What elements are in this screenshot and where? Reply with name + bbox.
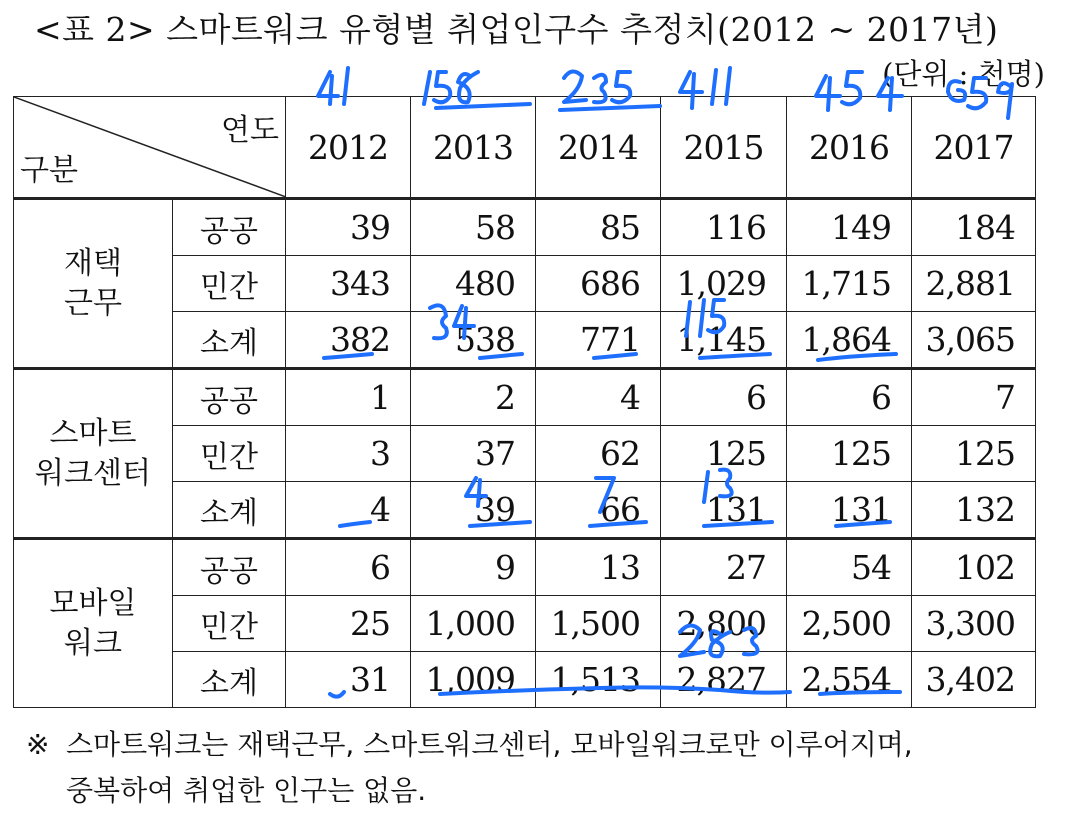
value-cell: 31 (286, 652, 411, 708)
corner-cell (14, 97, 286, 199)
value-cell: 3,402 (912, 652, 1036, 708)
table-row (14, 369, 1036, 426)
value-cell: 85 (536, 199, 661, 256)
year-header: 2012 (286, 97, 411, 199)
value-cell: 3 (286, 426, 411, 482)
value-cell: 2,881 (912, 256, 1036, 312)
value-cell: 125 (661, 426, 787, 482)
value-cell: 149 (787, 199, 912, 256)
subcategory-cell: 소계 (173, 652, 286, 708)
value-cell: 480 (411, 256, 536, 312)
value-cell: 58 (411, 199, 536, 256)
subcategory-cell: 민간 (173, 596, 286, 652)
unit-label: (단위 : 천명) (882, 57, 1045, 91)
table-row (14, 199, 1036, 256)
value-cell: 7 (912, 369, 1036, 426)
data-table (13, 96, 1036, 708)
value-cell: 1,715 (787, 256, 912, 312)
value-cell: 1,009 (411, 652, 536, 708)
value-cell: 343 (286, 256, 411, 312)
value-cell: 13 (536, 539, 661, 596)
value-cell: 131 (661, 482, 787, 539)
header-row (14, 97, 1036, 199)
value-cell: 1,029 (661, 256, 787, 312)
value-cell: 6 (787, 369, 912, 426)
value-cell: 2,554 (787, 652, 912, 708)
table-title: <표 2> 스마트워크 유형별 취업인구수 추정치(2012 ~ 2017년) (34, 10, 999, 49)
subcategory-cell: 공공 (173, 539, 286, 596)
corner-year-label: 연도 (221, 113, 279, 148)
value-cell: 9 (411, 539, 536, 596)
value-cell: 102 (912, 539, 1036, 596)
table-row (14, 539, 1036, 596)
category-label-line: 워크센터 (35, 455, 151, 491)
value-cell: 62 (536, 426, 661, 482)
subcategory-cell: 민간 (173, 256, 286, 312)
value-cell: 686 (536, 256, 661, 312)
note-line-1: 스마트워크는 재택근무, 스마트워크센터, 모바일워크로만 이루어지며, (66, 728, 913, 761)
value-cell: 771 (536, 312, 661, 369)
value-cell: 66 (536, 482, 661, 539)
value-cell: 1,864 (787, 312, 912, 369)
value-cell: 1,500 (536, 596, 661, 652)
category-cell (14, 539, 173, 708)
value-cell: 1,000 (411, 596, 536, 652)
value-cell: 4 (286, 482, 411, 539)
value-cell: 125 (912, 426, 1036, 482)
category-cell (14, 199, 173, 369)
value-cell: 2,800 (661, 596, 787, 652)
value-cell: 2,500 (787, 596, 912, 652)
value-cell: 538 (411, 312, 536, 369)
value-cell: 1,513 (536, 652, 661, 708)
category-label-line: 스마트 (49, 415, 137, 451)
value-cell: 1,145 (661, 312, 787, 369)
value-cell: 39 (411, 482, 536, 539)
corner-category-label: 구분 (20, 153, 78, 188)
footnote (26, 722, 913, 814)
value-cell: 6 (661, 369, 787, 426)
year-header: 2014 (536, 97, 661, 199)
value-cell: 2 (411, 369, 536, 426)
year-header: 2015 (661, 97, 787, 199)
subcategory-cell: 공공 (173, 199, 286, 256)
value-cell: 39 (286, 199, 411, 256)
subcategory-cell: 소계 (173, 312, 286, 369)
subcategory-cell: 민간 (173, 426, 286, 482)
value-cell: 3,300 (912, 596, 1036, 652)
value-cell: 132 (912, 482, 1036, 539)
value-cell: 6 (286, 539, 411, 596)
year-header: 2016 (787, 97, 912, 199)
category-label-line: 재택 (64, 245, 122, 281)
note-mark: ※ (26, 728, 50, 761)
value-cell: 54 (787, 539, 912, 596)
value-cell: 116 (661, 199, 787, 256)
value-cell: 125 (787, 426, 912, 482)
value-cell: 4 (536, 369, 661, 426)
subcategory-cell: 소계 (173, 482, 286, 539)
year-header: 2013 (411, 97, 536, 199)
value-cell: 27 (661, 539, 787, 596)
category-label-line: 모바일 (49, 585, 137, 621)
note-line-2: 중복하여 취업한 인구는 없음. (66, 774, 427, 807)
category-cell (14, 369, 173, 539)
subcategory-cell: 공공 (173, 369, 286, 426)
year-header: 2017 (912, 97, 1036, 199)
category-label-line: 워크 (64, 625, 122, 661)
value-cell: 37 (411, 426, 536, 482)
value-cell: 25 (286, 596, 411, 652)
value-cell: 1 (286, 369, 411, 426)
value-cell: 184 (912, 199, 1036, 256)
category-label-line: 근무 (64, 285, 122, 321)
value-cell: 3,065 (912, 312, 1036, 369)
value-cell: 2,827 (661, 652, 787, 708)
value-cell: 131 (787, 482, 912, 539)
value-cell: 382 (286, 312, 411, 369)
